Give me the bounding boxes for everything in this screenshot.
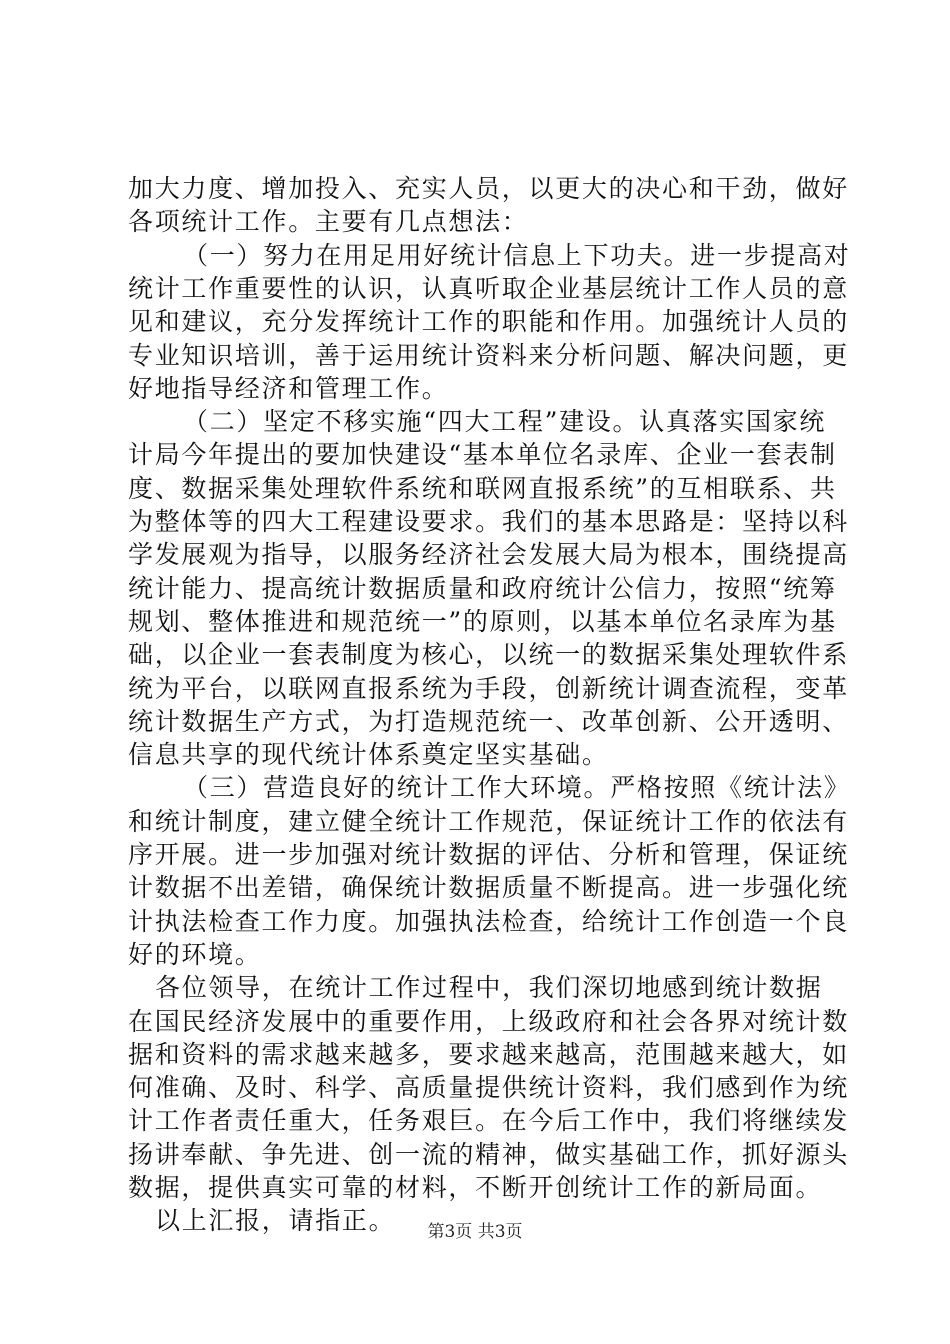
text-line: 计数据不出差错，确保统计数据质量不断提高。进一步强化统 — [128, 873, 849, 903]
text-line: （三）营造良好的统计工作大环境。严格按照《统计法》 — [183, 773, 851, 803]
text-line: 专业知识培训，善于运用统计资料来分析问题、解决问题，更 — [128, 340, 849, 370]
text-line: 好的环境。 — [128, 939, 262, 969]
text-line: 序开展。进一步加强对统计数据的评估、分析和管理，保证统 — [128, 840, 849, 869]
text-line: 各位领导，在统计工作过程中，我们深切地感到统计数据 — [155, 973, 823, 1003]
text-line: 各项统计工作。主要有几点想法： — [128, 207, 529, 237]
text-line: 在国民经济发展中的重要作用，上级政府和社会各界对统计数 — [128, 1006, 849, 1036]
text-line: 度、数据采集处理软件系统和联网直报系统”的互相联系、共 — [128, 473, 837, 503]
text-line: 加大力度、增加投入、充实人员，以更大的决心和干劲，做好 — [128, 174, 849, 203]
text-line: 统计工作重要性的认识，认真听取企业基层统计工作人员的意 — [128, 273, 849, 303]
text-line: （二）坚定不移实施“四大工程”建设。认真落实国家统 — [183, 407, 827, 437]
text-line: 和统计制度，建立健全统计工作规范，保证统计工作的依法有 — [128, 806, 849, 836]
text-line: 规划、整体推进和规范统一”的原则，以基本单位名录库为基 — [128, 606, 837, 636]
text-line: 计工作者责任重大，任务艰巨。在今后工作中，我们将继续发 — [128, 1106, 849, 1136]
text-line: （一）努力在用足用好统计信息上下功夫。进一步提高对 — [183, 240, 851, 270]
text-line: 何准确、及时、科学、高质量提供统计资料，我们感到作为统 — [128, 1073, 849, 1103]
text-line: 学发展观为指导，以服务经济社会发展大局为根本，围绕提高 — [128, 540, 849, 570]
text-line: 见和建议，充分发挥统计工作的职能和作用。加强统计人员的 — [128, 307, 849, 337]
text-line: 扬讲奉献、争先进、创一流的精神，做实基础工作，抓好源头 — [128, 1139, 849, 1169]
text-line: 好地指导经济和管理工作。 — [128, 373, 449, 403]
text-line: 础，以企业一套表制度为核心，以统一的数据采集处理软件系 — [128, 640, 849, 670]
text-line: 信息共享的现代统计体系奠定坚实基础。 — [128, 740, 609, 770]
text-line: 为整体等的四大工程建设要求。我们的基本思路是：坚持以科 — [128, 507, 849, 536]
text-line: 统计能力、提高统计数据质量和政府统计公信力，按照“统筹 — [128, 573, 837, 603]
text-line: 以上汇报，请指正。 — [155, 1206, 396, 1236]
text-line: 计局今年提出的要加快建设“基本单位名录库、企业一套表制 — [128, 440, 837, 470]
text-line: 据和资料的需求越来越多，要求越来越高，范围越来越大，如 — [128, 1039, 849, 1069]
text-line: 统计数据生产方式，为打造规范统一、改革创新、公开透明、 — [128, 706, 849, 736]
page-footer: 第3页 共3页 — [427, 1222, 523, 1242]
text-line: 统为平台，以联网直报系统为手段，创新统计调查流程，变革 — [128, 673, 849, 703]
text-line: 计执法检查工作力度。加强执法检查，给统计工作创造一个良 — [128, 906, 849, 936]
text-line: 数据，提供真实可靠的材料，不断开创统计工作的新局面。 — [128, 1173, 823, 1202]
